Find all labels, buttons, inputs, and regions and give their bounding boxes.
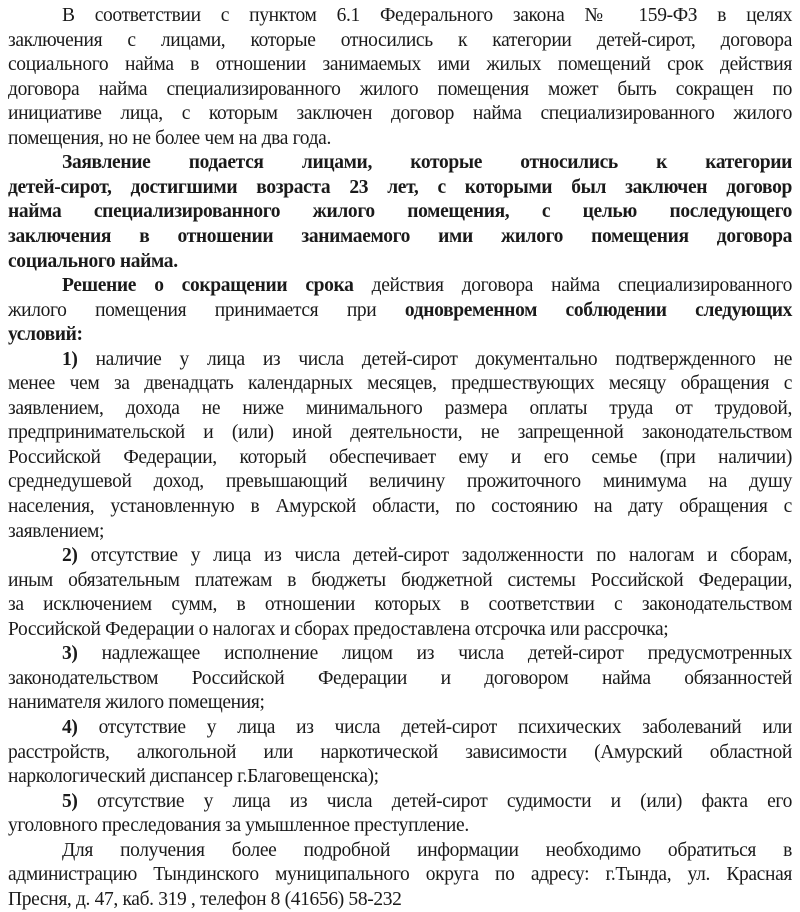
text-segment: В соответствии с пунктом 6.1 Федерального закона № 159-ФЗ в целях bbox=[62, 5, 792, 26]
text-segment: менее чем за двенадцать календарных месяцев, предшествующих месяцу обращения с bbox=[8, 373, 792, 395]
text-segment: инициативе лица, с которым заключен договор найма специализированного жилого bbox=[8, 103, 792, 125]
text-line bbox=[8, 421, 792, 445]
text-line bbox=[62, 642, 792, 666]
text-line bbox=[8, 593, 792, 617]
text-segment: Российской Федерации о налогах и сборах предоставлена отсрочка или рассрочка; bbox=[8, 618, 669, 640]
text-line bbox=[8, 397, 792, 421]
text-line bbox=[8, 323, 792, 347]
text-segment: помещения, но не более чем на два года. bbox=[8, 127, 331, 149]
text-segment: администрацию Тындинского муниципального округа по адресу: г.Тында, ул. Красная bbox=[8, 864, 792, 886]
text-line bbox=[8, 520, 792, 544]
text-segment: отсутствие у лица из числа детей-сирот психических заболеваний или bbox=[77, 716, 792, 738]
bold-text: найма специализированного жилого помещения, с целью последующего bbox=[8, 201, 792, 223]
text-segment: наркологический диспансер г.Благовещенска); bbox=[8, 766, 379, 788]
text-segment: заявлением, дохода не ниже минимального размера оплаты труда от трудовой, bbox=[8, 397, 792, 419]
text-segment: наличие у лица из числа детей-сирот документально подтвержденного не bbox=[77, 348, 792, 370]
text-line bbox=[8, 200, 792, 224]
text-segment: надлежащее исполнение лицом из числа детей-сирот предусмотренных bbox=[77, 643, 792, 665]
text-segment: отсутствие у лица из числа детей-сирот задолженности по налогам и сборам, bbox=[77, 545, 792, 567]
text-line bbox=[8, 176, 792, 200]
text-line bbox=[62, 839, 792, 863]
text-line bbox=[8, 618, 792, 642]
bold-text: 1) bbox=[62, 348, 78, 370]
text-line bbox=[8, 863, 792, 887]
text-segment: отсутствие у лица из числа детей-сирот судимости и (или) факта его bbox=[77, 790, 792, 812]
bold-text: Заявление подается лицами, которые относились к категории bbox=[62, 152, 792, 174]
text-segment: действия договора найма специализированного bbox=[353, 275, 792, 297]
text-segment: нанимателя жилого помещения; bbox=[8, 692, 265, 714]
text-line bbox=[8, 225, 792, 249]
text-line bbox=[8, 372, 792, 396]
text-segment: Российской Федерации, который обеспечивает ему и его семье (при наличии) bbox=[8, 446, 792, 468]
text-segment: населения, установленную в Амурской области, по состоянию на дату обращения с bbox=[8, 496, 792, 517]
text-line bbox=[8, 495, 792, 519]
text-line bbox=[62, 544, 792, 568]
text-line bbox=[8, 78, 792, 102]
text-line bbox=[8, 691, 792, 715]
text-line bbox=[8, 888, 792, 912]
bold-text: социального найма. bbox=[8, 250, 178, 272]
text-line bbox=[62, 4, 792, 28]
text-segment: иным обязательным платежам в бюджеты бюджетной системы Российской Федерации, bbox=[8, 569, 792, 591]
text-line bbox=[8, 53, 792, 77]
bold-text: одновременном соблюдении следующих bbox=[404, 299, 792, 321]
text-line bbox=[8, 814, 792, 838]
text-line bbox=[8, 741, 792, 765]
text-line bbox=[62, 790, 792, 814]
text-segment: социального найма в отношении занимаемых ими жилых помещений срок действия bbox=[8, 54, 792, 76]
bold-text: 3) bbox=[62, 643, 78, 665]
bold-text: заключения в отношении занимаемого ими жилого помещения договора bbox=[8, 225, 792, 247]
text-segment: за исключением сумм, в отношении которых в соответствии с законодательством bbox=[8, 594, 792, 616]
text-line bbox=[62, 716, 792, 740]
text-line bbox=[8, 127, 792, 151]
text-line bbox=[8, 446, 792, 470]
text-line bbox=[8, 299, 792, 323]
text-segment: Для получения более подробной информации необходимо обратиться в bbox=[62, 839, 792, 861]
text-segment: расстройств, алкогольной или наркотической зависимости (Амурский областной bbox=[8, 741, 792, 763]
text-segment: заключения с лицами, которые относились к категории детей-сирот, договора bbox=[8, 29, 792, 51]
text-line bbox=[62, 274, 792, 298]
text-line bbox=[8, 569, 792, 593]
text-line bbox=[62, 151, 792, 175]
bold-text: детей-сирот, достигшими возраста 23 лет, с которыми был заключен договор bbox=[8, 176, 792, 198]
text-line bbox=[8, 470, 792, 494]
bold-text: Решение о сокращении срока bbox=[62, 275, 354, 297]
bold-text: 4) bbox=[62, 716, 78, 738]
text-segment: среднедушевой доход, превышающий величину прожиточного минимума на душу bbox=[8, 471, 792, 493]
text-line bbox=[62, 348, 792, 372]
bold-text: 5) bbox=[62, 790, 78, 812]
text-line bbox=[8, 29, 792, 53]
text-line bbox=[8, 765, 792, 789]
text-line bbox=[8, 250, 792, 274]
bold-text: условий: bbox=[8, 324, 83, 346]
text-segment: законодательством Российской Федерации и договором найма обязанностей bbox=[8, 667, 792, 689]
bold-text: 2) bbox=[62, 545, 78, 567]
text-segment: договора найма специализированного жилого помещения может быть сокращен по bbox=[8, 78, 792, 100]
text-line bbox=[8, 102, 792, 126]
text-line bbox=[8, 667, 792, 691]
text-segment: уголовного преследования за умышленное преступление. bbox=[8, 815, 469, 837]
text-segment: Пресня, д. 47, каб. 319 , телефон 8 (41656) 58-232 bbox=[8, 888, 402, 910]
text-segment: предпринимательской и (или) иной деятельности, не запрещенной законодательством bbox=[8, 422, 792, 444]
text-segment: заявлением; bbox=[8, 520, 105, 542]
text-segment: жилого помещения принимается при bbox=[8, 299, 405, 321]
